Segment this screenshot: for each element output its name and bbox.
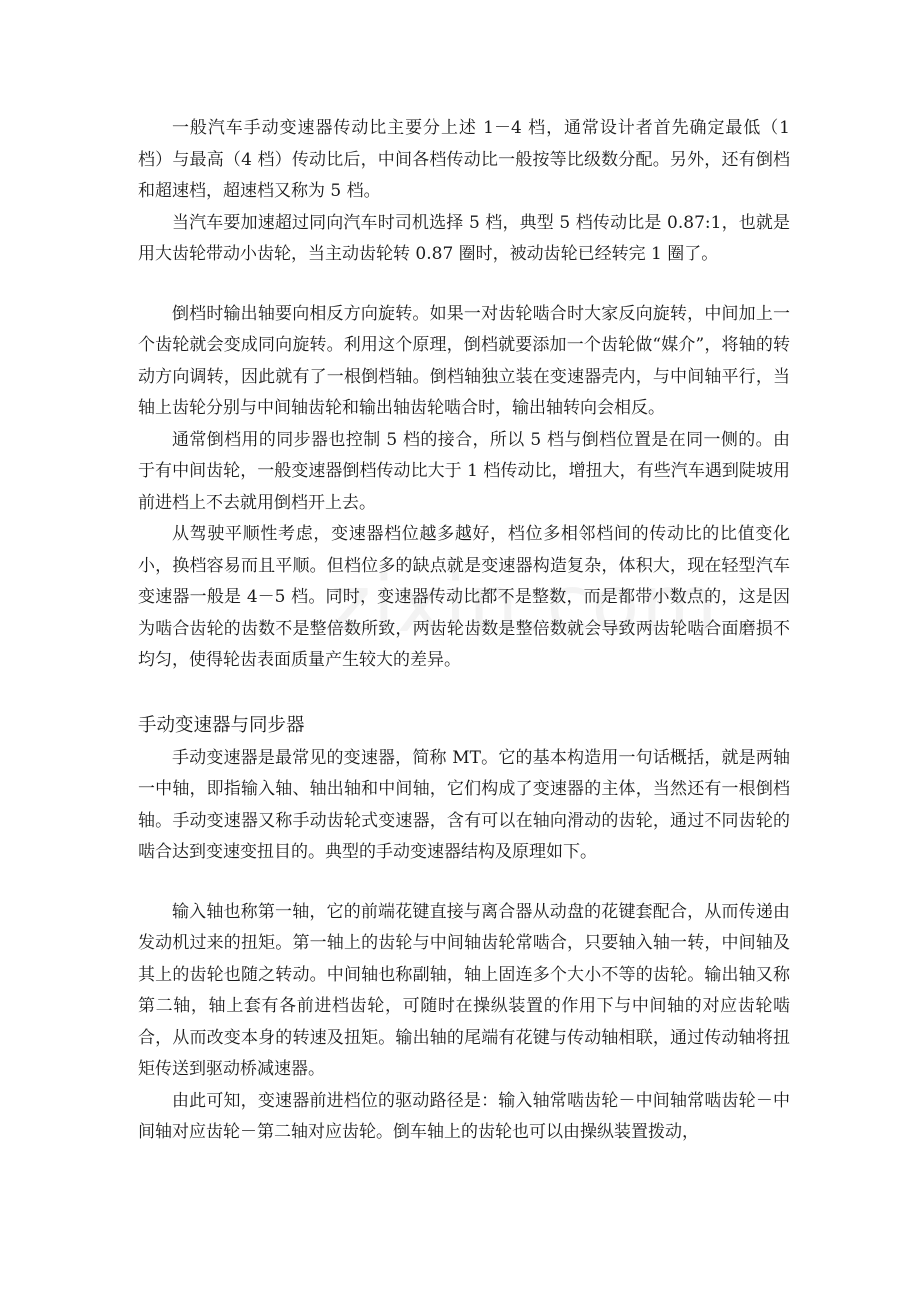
paragraph-fifth-gear: 当汽车要加速超过同向汽车时司机选择 5 档，典型 5 档传动比是 0.87:1，也就是用大齿轮带动小齿轮，当主动齿轮转 0.87 圈时，被动齿轮已经转完 1 圈了。 [138, 212, 790, 264]
paragraph-spacer [138, 271, 790, 299]
paragraph-gear-ratio-overview: 一般汽车手动变速器传动比主要分上述 1－4 档，通常设计者首先确定最低（1 档）与最高（4 档）传动比后，中间各档传动比一般按等比级数分配。另外，还有倒档和超速档，超速档又称为 5 档。 [138, 118, 790, 201]
paragraph-gear-count: 从驾驶平顺性考虑，变速器档位越多越好，档位多相邻档间的传动比的比值变化小，换档容易而且平顺。但档位多的缺点就是变速器构造复杂，体积大，现在轻型汽车变速器一般是 4－5 档。同时，变速器传动比都不是整数，而是都带小数点的，这是因为啮合齿轮的齿数不是整倍数所致，两齿轮齿数是整倍数就会导致两齿轮啮合面磨损不均匀，使得轮齿表面质量产生较大的差异。 [138, 524, 790, 670]
paragraph-drive-path: 由此可知，变速器前进档位的驱动路径是：输入轴常啮齿轮－中间轴常啮齿轮－中间轴对应齿轮－第二轴对应齿轮。倒车轴上的齿轮也可以由操纵装置拨动， [138, 1090, 790, 1142]
document-body [138, 113, 790, 1149]
paragraph-input-shaft: 输入轴也称第一轴，它的前端花键直接与离合器从动盘的花键套配合，从而传递由发动机过来的扭矩。第一轴上的齿轮与中间轴齿轮常啮合，只要轴入轴一转，中间轴及其上的齿轮也随之转动。中间轴也称副轴，轴上固连多个大小不等的齿轮。输出轴又称第二轴，轴上套有各前进档齿轮，可随时在操纵装置的作用下与中间轴的对应齿轮啮合，从而改变本身的转速及扭矩。输出轴的尾端有花键与传动轴相联，通过传动轴将扭矩传送到驱动桥减速器。 [138, 901, 790, 1079]
paragraph-reverse-gear: 倒档时输出轴要向相反方向旋转。如果一对齿轮啮合时大家反向旋转，中间加上一个齿轮就会变成同向旋转。利用这个原理，倒档就要添加一个齿轮做“媒介”，将轴的转动方向调转，因此就有了一根倒档轴。倒档轴独立装在变速器壳内，与中间轴平行，当轴上齿轮分别与中间轴齿轮和输出轴齿轮啮合时，输出轴转向会相反。 [138, 303, 790, 418]
paragraph-spacer [138, 869, 790, 897]
section-heading: 手动变速器与同步器 [138, 714, 305, 736]
paragraph-reverse-synchronizer: 通常倒档用的同步器也控制 5 档的接合，所以 5 档与倒档位置是在同一侧的。由于有中间齿轮，一般变速器倒档传动比大于 1 档传动比，增扭大，有些汽车遇到陡坡用前进档上不去就用倒档开上去。 [138, 429, 790, 513]
paragraph-manual-transmission: 手动变速器是最常见的变速器，简称 MT。它的基本构造用一句话概括，就是两轴一中轴，即指输入轴、轴出轴和中间轴，它们构成了变速器的主体，当然还有一根倒档轴。手动变速器又称手动齿轮式变速器，含有可以在轴向滑动的齿轮，通过不同齿轮的啮合达到变速变扭目的。典型的手动变速器结构及原理如下。 [138, 747, 790, 862]
paragraph-spacer [138, 677, 790, 705]
